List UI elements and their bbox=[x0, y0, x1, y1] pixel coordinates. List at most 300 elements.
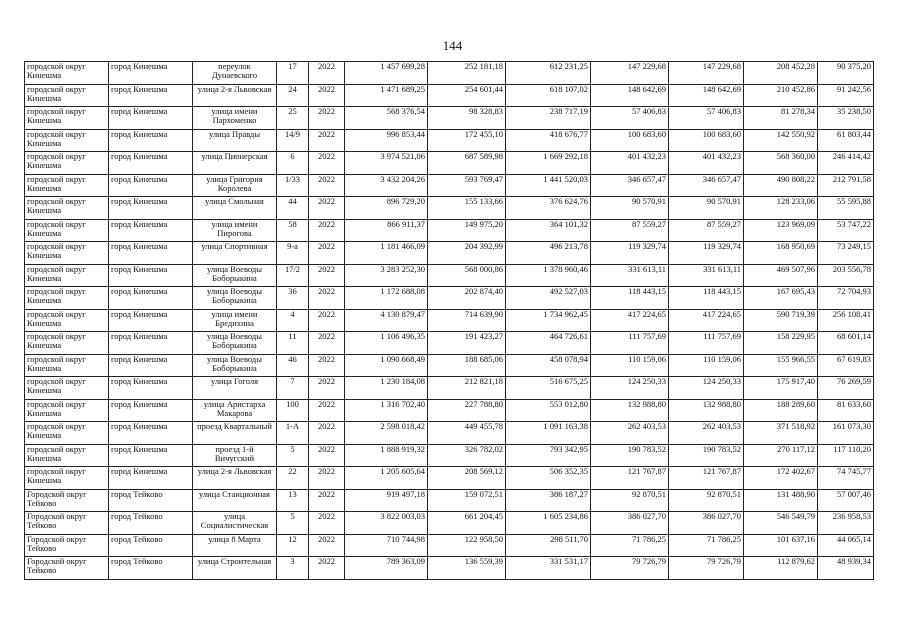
cell-street: улица Аристарха Макарова bbox=[193, 399, 277, 422]
cell-amount-6: 590 719,39 bbox=[744, 309, 818, 332]
cell-amount-3: 1 378 960,46 bbox=[506, 264, 591, 287]
cell-district: Городской округ Тейково bbox=[25, 534, 109, 557]
cell-house: 24 bbox=[277, 84, 309, 107]
cell-year: 2022 bbox=[309, 287, 345, 310]
cell-year: 2022 bbox=[309, 264, 345, 287]
cell-amount-7: 76 269,59 bbox=[818, 377, 874, 400]
cell-street: проезд 1-й Вичугский bbox=[193, 444, 277, 467]
cell-amount-5: 110 159,06 bbox=[669, 354, 744, 377]
cell-year: 2022 bbox=[309, 332, 345, 355]
cell-amount-2: 326 782,02 bbox=[428, 444, 506, 467]
cell-amount-5: 57 406,83 bbox=[669, 107, 744, 130]
cell-amount-7: 44 065,14 bbox=[818, 534, 874, 557]
cell-total-cost: 1 471 689,25 bbox=[345, 84, 428, 107]
table-row bbox=[25, 557, 874, 580]
cell-total-cost: 1 888 919,32 bbox=[345, 444, 428, 467]
cell-amount-7: 57 007,46 bbox=[818, 489, 874, 512]
cell-year: 2022 bbox=[309, 557, 345, 580]
cell-city: город Тейково bbox=[109, 512, 193, 535]
cell-total-cost: 3 432 204,26 bbox=[345, 174, 428, 197]
cell-house: 4 bbox=[277, 309, 309, 332]
cell-house: 5 bbox=[277, 512, 309, 535]
cell-amount-4: 331 613,11 bbox=[591, 264, 669, 287]
table-row bbox=[25, 219, 874, 242]
cell-amount-4: 79 726,79 bbox=[591, 557, 669, 580]
cell-amount-4: 110 159,06 bbox=[591, 354, 669, 377]
table-row bbox=[25, 377, 874, 400]
cell-amount-4: 119 329,74 bbox=[591, 242, 669, 265]
cell-amount-6: 208 452,28 bbox=[744, 62, 818, 85]
cell-street: улица Строительная bbox=[193, 557, 277, 580]
cell-amount-3: 612 231,25 bbox=[506, 62, 591, 85]
cell-amount-7: 68 601,14 bbox=[818, 332, 874, 355]
cell-amount-6: 168 950,69 bbox=[744, 242, 818, 265]
cell-amount-7: 61 803,44 bbox=[818, 129, 874, 152]
cell-amount-3: 1 734 962,45 bbox=[506, 309, 591, 332]
cell-amount-4: 148 642,69 bbox=[591, 84, 669, 107]
cell-amount-5: 71 786,25 bbox=[669, 534, 744, 557]
cell-year: 2022 bbox=[309, 422, 345, 445]
cell-house: 13 bbox=[277, 489, 309, 512]
cell-amount-6: 131 488,90 bbox=[744, 489, 818, 512]
cell-total-cost: 1 316 702,40 bbox=[345, 399, 428, 422]
table-row bbox=[25, 354, 874, 377]
cell-amount-7: 53 747,22 bbox=[818, 219, 874, 242]
cell-year: 2022 bbox=[309, 174, 345, 197]
cell-house: 17 bbox=[277, 62, 309, 85]
cell-amount-4: 262 403,53 bbox=[591, 422, 669, 445]
cell-house: 100 bbox=[277, 399, 309, 422]
cell-total-cost: 4 130 879,47 bbox=[345, 309, 428, 332]
cell-amount-4: 132 988,80 bbox=[591, 399, 669, 422]
cell-amount-6: 158 229,95 bbox=[744, 332, 818, 355]
cell-year: 2022 bbox=[309, 107, 345, 130]
cell-city: город Кинешма bbox=[109, 197, 193, 220]
cell-amount-6: 167 695,43 bbox=[744, 287, 818, 310]
cell-city: город Кинешма bbox=[109, 287, 193, 310]
cell-city: город Кинешма bbox=[109, 152, 193, 175]
cell-house: 5 bbox=[277, 444, 309, 467]
cell-district: городской округ Кинешма bbox=[25, 422, 109, 445]
cell-street: улица 2-я Львовская bbox=[193, 467, 277, 490]
cell-city: город Кинешма bbox=[109, 467, 193, 490]
cell-year: 2022 bbox=[309, 197, 345, 220]
cell-district: городской округ Кинешма bbox=[25, 467, 109, 490]
cell-amount-4: 100 683,60 bbox=[591, 129, 669, 152]
cell-amount-5: 111 757,69 bbox=[669, 332, 744, 355]
cell-total-cost: 1 090 668,49 bbox=[345, 354, 428, 377]
cell-amount-2: 687 589,98 bbox=[428, 152, 506, 175]
cell-amount-3: 364 101,32 bbox=[506, 219, 591, 242]
table-row bbox=[25, 129, 874, 152]
cell-amount-5: 401 432,23 bbox=[669, 152, 744, 175]
cell-amount-5: 386 027,70 bbox=[669, 512, 744, 535]
cell-amount-3: 506 352,35 bbox=[506, 467, 591, 490]
cell-amount-3: 298 511,70 bbox=[506, 534, 591, 557]
cell-amount-6: 469 507,96 bbox=[744, 264, 818, 287]
cell-amount-6: 175 917,40 bbox=[744, 377, 818, 400]
cell-district: городской округ Кинешма bbox=[25, 377, 109, 400]
cell-street: улица Правды bbox=[193, 129, 277, 152]
cell-city: город Кинешма bbox=[109, 332, 193, 355]
cell-amount-5: 132 988,80 bbox=[669, 399, 744, 422]
table-row bbox=[25, 332, 874, 355]
cell-house: 6 bbox=[277, 152, 309, 175]
cell-year: 2022 bbox=[309, 129, 345, 152]
cell-amount-4: 417 224,65 bbox=[591, 309, 669, 332]
cell-amount-6: 112 879,62 bbox=[744, 557, 818, 580]
cell-year: 2022 bbox=[309, 489, 345, 512]
cell-amount-6: 490 808,22 bbox=[744, 174, 818, 197]
cell-amount-7: 81 633,60 bbox=[818, 399, 874, 422]
cell-amount-5: 119 329,74 bbox=[669, 242, 744, 265]
cell-total-cost: 1 172 688,08 bbox=[345, 287, 428, 310]
cell-amount-5: 79 726,79 bbox=[669, 557, 744, 580]
cell-city: город Кинешма bbox=[109, 174, 193, 197]
cell-amount-2: 252 181,18 bbox=[428, 62, 506, 85]
cell-amount-6: 101 637,16 bbox=[744, 534, 818, 557]
cell-amount-2: 149 975,20 bbox=[428, 219, 506, 242]
cell-city: город Кинешма bbox=[109, 129, 193, 152]
cell-year: 2022 bbox=[309, 512, 345, 535]
cell-house: 11 bbox=[277, 332, 309, 355]
table-row bbox=[25, 444, 874, 467]
cell-amount-5: 262 403,53 bbox=[669, 422, 744, 445]
cell-house: 36 bbox=[277, 287, 309, 310]
cell-total-cost: 1 106 496,35 bbox=[345, 332, 428, 355]
cell-amount-5: 417 224,65 bbox=[669, 309, 744, 332]
cell-amount-3: 1 669 292,18 bbox=[506, 152, 591, 175]
cell-amount-3: 331 531,17 bbox=[506, 557, 591, 580]
cell-city: город Тейково bbox=[109, 534, 193, 557]
cell-amount-3: 1 441 520,03 bbox=[506, 174, 591, 197]
cell-district: Городской округ Тейково bbox=[25, 512, 109, 535]
cell-district: городской округ Кинешма bbox=[25, 309, 109, 332]
cell-city: город Тейково bbox=[109, 557, 193, 580]
cell-street: улица Пионерская bbox=[193, 152, 277, 175]
cell-city: город Кинешма bbox=[109, 377, 193, 400]
cell-year: 2022 bbox=[309, 84, 345, 107]
table-row bbox=[25, 264, 874, 287]
cell-amount-6: 81 278,34 bbox=[744, 107, 818, 130]
cell-amount-3: 1 091 163,38 bbox=[506, 422, 591, 445]
cell-year: 2022 bbox=[309, 377, 345, 400]
cell-amount-7: 117 110,20 bbox=[818, 444, 874, 467]
cell-amount-2: 155 133,66 bbox=[428, 197, 506, 220]
cell-amount-6: 188 289,60 bbox=[744, 399, 818, 422]
cell-amount-3: 496 213,78 bbox=[506, 242, 591, 265]
cell-amount-7: 91 242,56 bbox=[818, 84, 874, 107]
cell-street: улица Григория Королева bbox=[193, 174, 277, 197]
cell-house: 25 bbox=[277, 107, 309, 130]
cell-district: городской округ Кинешма bbox=[25, 354, 109, 377]
cell-amount-3: 492 527,03 bbox=[506, 287, 591, 310]
table-row bbox=[25, 309, 874, 332]
cell-amount-5: 118 443,15 bbox=[669, 287, 744, 310]
cell-total-cost: 896 729,20 bbox=[345, 197, 428, 220]
cell-amount-4: 87 559,27 bbox=[591, 219, 669, 242]
cell-amount-4: 190 783,52 bbox=[591, 444, 669, 467]
cell-amount-5: 346 657,47 bbox=[669, 174, 744, 197]
cell-amount-2: 208 569,12 bbox=[428, 467, 506, 490]
cell-amount-3: 376 624,76 bbox=[506, 197, 591, 220]
cell-city: город Кинешма bbox=[109, 219, 193, 242]
cell-total-cost: 789 363,09 bbox=[345, 557, 428, 580]
cell-house: 14/9 bbox=[277, 129, 309, 152]
cell-house: 22 bbox=[277, 467, 309, 490]
table-row bbox=[25, 197, 874, 220]
cell-total-cost: 1 205 605,64 bbox=[345, 467, 428, 490]
cell-street: улица имени Пархоменко bbox=[193, 107, 277, 130]
table-row bbox=[25, 242, 874, 265]
cell-amount-5: 92 870,51 bbox=[669, 489, 744, 512]
cell-amount-4: 346 657,47 bbox=[591, 174, 669, 197]
cell-amount-2: 159 072,51 bbox=[428, 489, 506, 512]
cell-street: улица Станционная bbox=[193, 489, 277, 512]
cell-amount-3: 516 675,25 bbox=[506, 377, 591, 400]
cell-street: улица 8 Марта bbox=[193, 534, 277, 557]
cell-amount-3: 793 342,95 bbox=[506, 444, 591, 467]
cell-house: 58 bbox=[277, 219, 309, 242]
cell-street: улица Спортивная bbox=[193, 242, 277, 265]
cell-amount-6: 371 518,92 bbox=[744, 422, 818, 445]
cell-amount-2: 254 601,44 bbox=[428, 84, 506, 107]
cell-amount-5: 124 250,33 bbox=[669, 377, 744, 400]
cell-amount-2: 204 392,99 bbox=[428, 242, 506, 265]
cell-city: город Кинешма bbox=[109, 309, 193, 332]
cell-street: улица имени Бредихина bbox=[193, 309, 277, 332]
cell-amount-4: 124 250,33 bbox=[591, 377, 669, 400]
cell-house: 17/2 bbox=[277, 264, 309, 287]
cell-total-cost: 3 283 252,30 bbox=[345, 264, 428, 287]
cell-amount-7: 74 745,77 bbox=[818, 467, 874, 490]
cell-city: город Кинешма bbox=[109, 399, 193, 422]
cell-total-cost: 1 230 184,08 bbox=[345, 377, 428, 400]
cell-amount-2: 449 455,78 bbox=[428, 422, 506, 445]
cell-total-cost: 1 457 699,28 bbox=[345, 62, 428, 85]
cell-house: 3 bbox=[277, 557, 309, 580]
cell-city: город Кинешма bbox=[109, 107, 193, 130]
cell-amount-4: 121 767,87 bbox=[591, 467, 669, 490]
cell-city: город Кинешма bbox=[109, 264, 193, 287]
cell-amount-2: 212 821,18 bbox=[428, 377, 506, 400]
cell-street: улица Воеводы Боборыкина bbox=[193, 264, 277, 287]
table-row bbox=[25, 84, 874, 107]
cell-amount-2: 227 788,80 bbox=[428, 399, 506, 422]
cell-amount-2: 202 874,40 bbox=[428, 287, 506, 310]
cell-house: 9-а bbox=[277, 242, 309, 265]
cell-year: 2022 bbox=[309, 467, 345, 490]
cell-amount-4: 401 432,23 bbox=[591, 152, 669, 175]
table-row bbox=[25, 62, 874, 85]
cell-street: улица Социалистическая bbox=[193, 512, 277, 535]
cell-amount-6: 123 969,09 bbox=[744, 219, 818, 242]
cell-amount-6: 568 360,00 bbox=[744, 152, 818, 175]
cell-amount-2: 98 328,83 bbox=[428, 107, 506, 130]
cell-house: 1/33 bbox=[277, 174, 309, 197]
cell-amount-3: 553 012,80 bbox=[506, 399, 591, 422]
cell-house: 46 bbox=[277, 354, 309, 377]
table-row bbox=[25, 399, 874, 422]
cell-amount-3: 618 107,02 bbox=[506, 84, 591, 107]
cell-total-cost: 919 497,18 bbox=[345, 489, 428, 512]
cell-district: городской округ Кинешма bbox=[25, 152, 109, 175]
cell-district: городской округ Кинешма bbox=[25, 62, 109, 85]
cell-district: городской округ Кинешма bbox=[25, 332, 109, 355]
table-body bbox=[25, 62, 874, 580]
cell-amount-3: 1 605 234,86 bbox=[506, 512, 591, 535]
cell-amount-2: 714 639,90 bbox=[428, 309, 506, 332]
cell-city: город Кинешма bbox=[109, 444, 193, 467]
cell-district: городской округ Кинешма bbox=[25, 197, 109, 220]
cell-city: город Кинешма bbox=[109, 62, 193, 85]
cell-amount-2: 172 455,10 bbox=[428, 129, 506, 152]
table-row bbox=[25, 174, 874, 197]
cell-amount-3: 238 717,19 bbox=[506, 107, 591, 130]
buildings-table bbox=[24, 61, 874, 580]
cell-amount-3: 458 078,94 bbox=[506, 354, 591, 377]
cell-amount-5: 87 559,27 bbox=[669, 219, 744, 242]
cell-year: 2022 bbox=[309, 309, 345, 332]
cell-amount-7: 161 073,30 bbox=[818, 422, 874, 445]
cell-total-cost: 3 974 521,06 bbox=[345, 152, 428, 175]
cell-district: городской округ Кинешма bbox=[25, 242, 109, 265]
cell-house: 1-А bbox=[277, 422, 309, 445]
cell-city: город Кинешма bbox=[109, 84, 193, 107]
cell-amount-6: 270 117,12 bbox=[744, 444, 818, 467]
cell-amount-4: 90 570,91 bbox=[591, 197, 669, 220]
cell-amount-5: 148 642,69 bbox=[669, 84, 744, 107]
cell-amount-6: 546 549,79 bbox=[744, 512, 818, 535]
cell-amount-7: 35 238,50 bbox=[818, 107, 874, 130]
cell-amount-3: 418 676,77 bbox=[506, 129, 591, 152]
cell-year: 2022 bbox=[309, 242, 345, 265]
cell-amount-7: 203 556,78 bbox=[818, 264, 874, 287]
cell-year: 2022 bbox=[309, 444, 345, 467]
table-row bbox=[25, 287, 874, 310]
cell-district: городской округ Кинешма bbox=[25, 107, 109, 130]
cell-district: городской округ Кинешма bbox=[25, 399, 109, 422]
cell-street: улица 2-я Львовская bbox=[193, 84, 277, 107]
cell-amount-7: 67 619,83 bbox=[818, 354, 874, 377]
cell-amount-4: 57 406,83 bbox=[591, 107, 669, 130]
cell-street: улица имени Пирогова bbox=[193, 219, 277, 242]
cell-street: проезд Квартальный bbox=[193, 422, 277, 445]
table-row bbox=[25, 489, 874, 512]
cell-amount-3: 386 187,27 bbox=[506, 489, 591, 512]
cell-city: город Кинешма bbox=[109, 242, 193, 265]
cell-amount-5: 90 570,91 bbox=[669, 197, 744, 220]
cell-total-cost: 568 376,54 bbox=[345, 107, 428, 130]
cell-amount-4: 386 027,70 bbox=[591, 512, 669, 535]
cell-amount-7: 256 108,41 bbox=[818, 309, 874, 332]
cell-total-cost: 1 181 466,09 bbox=[345, 242, 428, 265]
cell-city: город Тейково bbox=[109, 489, 193, 512]
cell-amount-7: 236 958,53 bbox=[818, 512, 874, 535]
cell-amount-5: 121 767,87 bbox=[669, 467, 744, 490]
cell-amount-5: 331 613,11 bbox=[669, 264, 744, 287]
cell-year: 2022 bbox=[309, 399, 345, 422]
cell-amount-2: 661 204,45 bbox=[428, 512, 506, 535]
cell-street: улица Гоголя bbox=[193, 377, 277, 400]
cell-total-cost: 710 744,98 bbox=[345, 534, 428, 557]
cell-amount-6: 172 402,67 bbox=[744, 467, 818, 490]
cell-amount-6: 142 550,92 bbox=[744, 129, 818, 152]
cell-amount-7: 55 595,88 bbox=[818, 197, 874, 220]
table-row bbox=[25, 152, 874, 175]
cell-amount-6: 210 452,86 bbox=[744, 84, 818, 107]
cell-amount-4: 71 786,25 bbox=[591, 534, 669, 557]
cell-street: улица Воеводы Боборыкина bbox=[193, 287, 277, 310]
cell-amount-2: 136 559,39 bbox=[428, 557, 506, 580]
cell-house: 44 bbox=[277, 197, 309, 220]
cell-street: улица Воеводы Боборыкина bbox=[193, 354, 277, 377]
cell-total-cost: 996 853,44 bbox=[345, 129, 428, 152]
cell-amount-4: 147 229,68 bbox=[591, 62, 669, 85]
cell-district: городской округ Кинешма bbox=[25, 287, 109, 310]
table-row bbox=[25, 422, 874, 445]
cell-house: 7 bbox=[277, 377, 309, 400]
cell-city: город Кинешма bbox=[109, 354, 193, 377]
cell-amount-6: 128 233,06 bbox=[744, 197, 818, 220]
cell-total-cost: 866 911,37 bbox=[345, 219, 428, 242]
cell-amount-4: 118 443,15 bbox=[591, 287, 669, 310]
cell-year: 2022 bbox=[309, 219, 345, 242]
cell-street: улица Воеводы Боборыкина bbox=[193, 332, 277, 355]
cell-amount-2: 188 685,06 bbox=[428, 354, 506, 377]
page-number: 144 bbox=[442, 38, 463, 53]
table-row bbox=[25, 107, 874, 130]
cell-total-cost: 2 598 018,42 bbox=[345, 422, 428, 445]
cell-city: город Кинешма bbox=[109, 422, 193, 445]
cell-year: 2022 bbox=[309, 152, 345, 175]
cell-year: 2022 bbox=[309, 534, 345, 557]
cell-district: Городской округ Тейково bbox=[25, 489, 109, 512]
cell-street: улица Смольная bbox=[193, 197, 277, 220]
cell-amount-2: 191 423,27 bbox=[428, 332, 506, 355]
cell-district: городской округ Кинешма bbox=[25, 444, 109, 467]
cell-street: переулок Дунаевского bbox=[193, 62, 277, 85]
cell-year: 2022 bbox=[309, 62, 345, 85]
cell-amount-7: 48 939,34 bbox=[818, 557, 874, 580]
cell-year: 2022 bbox=[309, 354, 345, 377]
table-row bbox=[25, 467, 874, 490]
cell-amount-3: 464 726,61 bbox=[506, 332, 591, 355]
cell-amount-7: 72 704,93 bbox=[818, 287, 874, 310]
cell-district: городской округ Кинешма bbox=[25, 174, 109, 197]
cell-district: городской округ Кинешма bbox=[25, 219, 109, 242]
cell-amount-5: 147 229,68 bbox=[669, 62, 744, 85]
cell-district: городской округ Кинешма bbox=[25, 129, 109, 152]
cell-house: 12 bbox=[277, 534, 309, 557]
cell-amount-6: 155 966,55 bbox=[744, 354, 818, 377]
cell-district: Городской округ Тейково bbox=[25, 557, 109, 580]
cell-amount-5: 190 783,52 bbox=[669, 444, 744, 467]
cell-amount-7: 212 791,58 bbox=[818, 174, 874, 197]
table-row bbox=[25, 512, 874, 535]
cell-amount-5: 100 683,60 bbox=[669, 129, 744, 152]
table-row bbox=[25, 534, 874, 557]
cell-amount-2: 122 958,50 bbox=[428, 534, 506, 557]
cell-amount-7: 90 375,20 bbox=[818, 62, 874, 85]
cell-amount-4: 92 870,51 bbox=[591, 489, 669, 512]
cell-district: городской округ Кинешма bbox=[25, 84, 109, 107]
cell-amount-2: 593 769,47 bbox=[428, 174, 506, 197]
cell-total-cost: 3 822 003,03 bbox=[345, 512, 428, 535]
cell-amount-7: 246 414,42 bbox=[818, 152, 874, 175]
cell-amount-4: 111 757,69 bbox=[591, 332, 669, 355]
cell-amount-7: 73 249,15 bbox=[818, 242, 874, 265]
